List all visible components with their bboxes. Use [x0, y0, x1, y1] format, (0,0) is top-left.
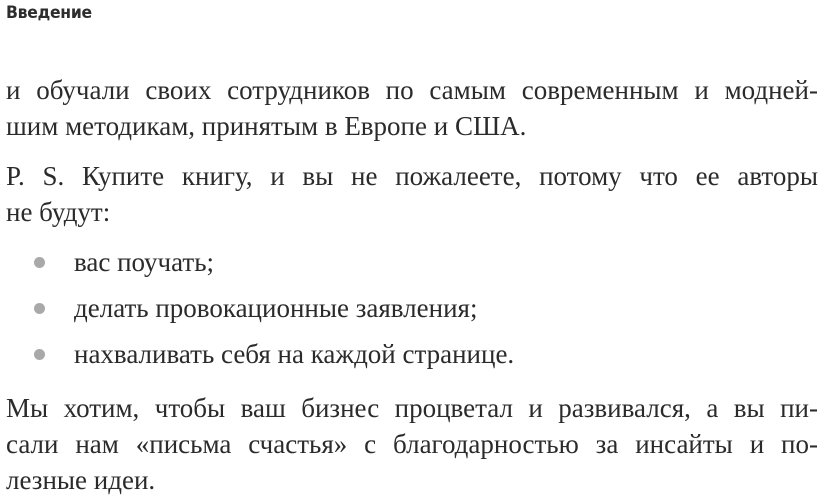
- paragraph-3: [6, 390, 818, 498]
- list-item-text: вас поучать;: [74, 247, 215, 277]
- paragraph-line: сали нам «письма счастья» с благодарностью за инсайты и по-: [6, 429, 818, 459]
- list-item-text: делать провокационные заявления;: [74, 293, 478, 323]
- paragraph-line: шим методикам, принятым в Европе и США.: [6, 111, 527, 141]
- paragraph-line: лезные идеи.: [6, 465, 156, 495]
- paragraph-2: [6, 158, 818, 230]
- paragraph-line: не будут:: [6, 197, 111, 227]
- paragraph-line: Мы хотим, чтобы ваш бизнес процветал и развивался, а вы пи-: [6, 393, 818, 423]
- bullet-icon: [34, 349, 45, 360]
- paragraph-1: [6, 72, 818, 144]
- chapter-header: Введение: [6, 3, 92, 23]
- paragraph-line: P. S. Купите книгу, и вы не пожалеете, потому что ее авторы: [6, 161, 818, 191]
- bullet-icon: [34, 303, 45, 314]
- bullet-icon: [34, 257, 45, 268]
- list-item-text: нахваливать себя на каждой странице.: [74, 339, 515, 369]
- paragraph-line: и обучали своих сотрудников по самым современным и модней-: [6, 75, 818, 105]
